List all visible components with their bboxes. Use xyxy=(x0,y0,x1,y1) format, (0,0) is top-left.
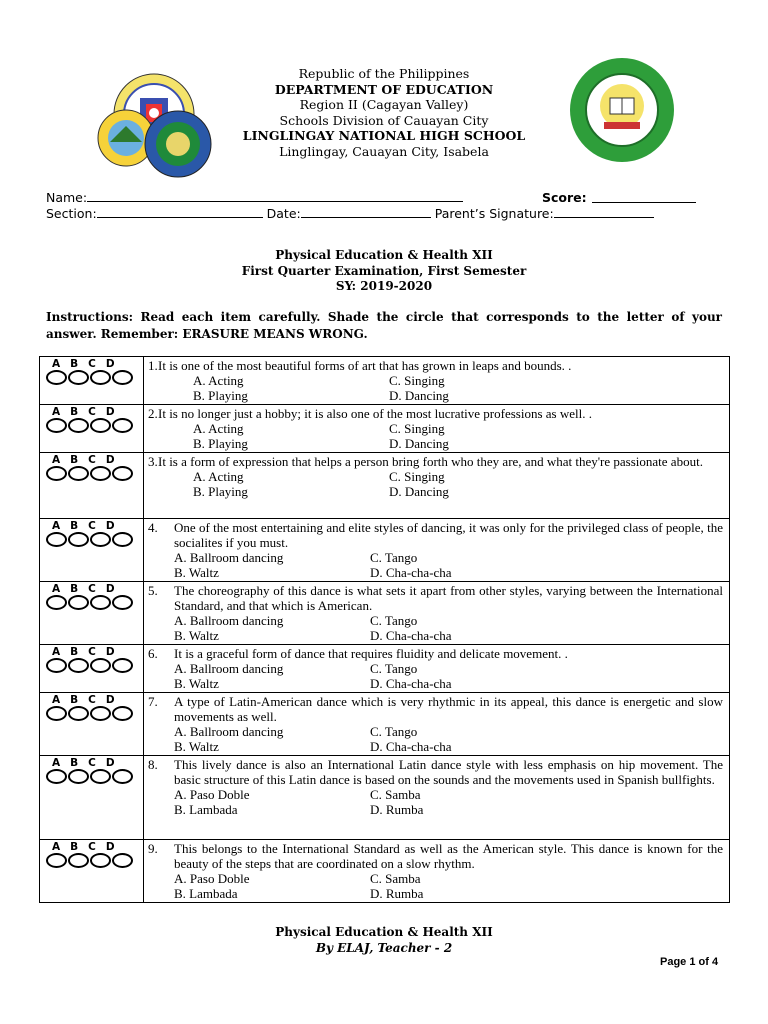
option-b: B. Playing xyxy=(193,484,248,499)
school-header xyxy=(200,66,568,159)
bubble-letter: A xyxy=(52,757,61,769)
bubble-letter: D xyxy=(105,454,115,466)
answer-circle-b[interactable] xyxy=(68,418,89,433)
question-number: 2. xyxy=(148,406,158,421)
option-d: D. Dancing xyxy=(389,388,449,403)
bubble-letter: B xyxy=(70,694,79,706)
republic-line: Republic of the Philippines xyxy=(298,66,470,81)
bubble-letter: B xyxy=(70,583,79,595)
answer-circle-a[interactable] xyxy=(46,370,67,385)
exam-title xyxy=(0,248,768,295)
question-number: 5. xyxy=(148,583,158,598)
option-a: A. Ballroom dancing xyxy=(174,724,284,739)
question-number: 3. xyxy=(148,454,158,469)
answer-circle-c[interactable] xyxy=(90,769,111,784)
answer-options xyxy=(148,724,723,754)
answer-circle-c[interactable] xyxy=(90,658,111,673)
answer-circle-a[interactable] xyxy=(46,466,67,481)
question-row xyxy=(40,582,730,645)
answer-bubbles xyxy=(40,693,144,756)
answer-circle-c[interactable] xyxy=(90,418,111,433)
answer-bubbles xyxy=(40,405,144,453)
footer xyxy=(0,924,768,956)
answer-circle-c[interactable] xyxy=(90,853,111,868)
answer-circle-b[interactable] xyxy=(68,853,89,868)
question-cell xyxy=(144,840,730,903)
question-row xyxy=(40,756,730,840)
date-label: Date: xyxy=(266,206,301,221)
bubble-circles xyxy=(46,418,143,433)
answer-bubbles xyxy=(40,582,144,645)
answer-circle-a[interactable] xyxy=(46,595,67,610)
question-number: 9. xyxy=(148,841,158,856)
answer-circle-b[interactable] xyxy=(68,532,89,547)
region-line: Region II (Cagayan Valley) xyxy=(299,97,469,112)
bubble-letter: A xyxy=(52,454,61,466)
bubble-circles xyxy=(46,706,143,721)
bubble-letter: B xyxy=(70,454,79,466)
question-row xyxy=(40,357,730,405)
bubble-letter: D xyxy=(105,646,115,658)
answer-circle-a[interactable] xyxy=(46,769,67,784)
parent-signature-label: Parent’s Signature: xyxy=(434,206,554,221)
bubble-letter: C xyxy=(88,841,96,853)
bubble-letter: A xyxy=(52,694,61,706)
question-text: It is a form of expression that helps a person bring forth who they are, and what they're passionate about. xyxy=(158,454,703,469)
division-line: Schools Division of Cauayan City xyxy=(279,112,489,128)
question-row xyxy=(40,645,730,693)
answer-circle-a[interactable] xyxy=(46,532,67,547)
bubble-letter: A xyxy=(52,406,61,418)
bubble-circles xyxy=(46,769,143,784)
school-name: LINGLINGAY NATIONAL HIGH SCHOOL xyxy=(242,128,526,143)
question-row xyxy=(40,693,730,756)
answer-circle-c[interactable] xyxy=(90,370,111,385)
question-text: It is one of the most beautiful forms of art that has grown in leaps and bounds. . xyxy=(158,358,572,373)
bubble-letter: C xyxy=(88,646,96,658)
bubble-letter: D xyxy=(105,757,115,769)
answer-bubbles xyxy=(40,453,144,519)
question-row xyxy=(40,453,730,519)
option-b: B. Playing xyxy=(193,388,248,403)
option-a: A. Paso Doble xyxy=(174,787,250,802)
date-field[interactable] xyxy=(301,207,431,218)
bubble-letters xyxy=(46,758,143,768)
question-text: This lively dance is also an International Latin dance style with less emphasis on hip movement. The basic structure of this Latin dance is based on the sounds and the movements used in Spanish bullfights. xyxy=(174,757,723,787)
name-score-row xyxy=(46,190,722,205)
question-number: 7. xyxy=(148,694,158,709)
bubble-letter: D xyxy=(105,841,115,853)
question-text: It is a graceful form of dance that requires fluidity and delicate movement. . xyxy=(174,646,568,661)
answer-circle-a[interactable] xyxy=(46,853,67,868)
bubble-letters xyxy=(46,584,143,594)
option-a: A. Paso Doble xyxy=(174,871,250,886)
answer-circle-b[interactable] xyxy=(68,370,89,385)
page-number: Page 1 of 4 xyxy=(660,956,719,968)
option-d: D. Rumba xyxy=(370,886,424,901)
answer-circle-c[interactable] xyxy=(90,706,111,721)
bubble-letters xyxy=(46,842,143,852)
bubble-letter: D xyxy=(105,406,115,418)
question-number: 1. xyxy=(148,358,158,373)
option-c: C. Singing xyxy=(389,421,445,436)
answer-circle-c[interactable] xyxy=(90,532,111,547)
question-row xyxy=(40,840,730,903)
answer-bubbles xyxy=(40,840,144,903)
option-b: B. Lambada xyxy=(174,802,238,817)
bubble-letters xyxy=(46,521,143,531)
bubble-letter: B xyxy=(70,520,79,532)
question-text: The choreography of this dance is what sets it apart from other styles, varying between the International Standard, and that which is American. xyxy=(174,583,723,613)
bubble-letters xyxy=(46,647,143,657)
bubble-letter: A xyxy=(52,358,61,370)
answer-circle-d[interactable] xyxy=(112,658,133,673)
answer-circle-d[interactable] xyxy=(112,418,133,433)
bubble-letter: D xyxy=(105,583,115,595)
answer-circle-b[interactable] xyxy=(68,706,89,721)
option-b: B. Waltz xyxy=(174,628,219,643)
answer-circle-a[interactable] xyxy=(46,658,67,673)
answer-options xyxy=(148,661,723,691)
option-d: D. Dancing xyxy=(389,484,449,499)
answer-options xyxy=(148,469,723,499)
answer-circle-d[interactable] xyxy=(112,595,133,610)
answer-circle-b[interactable] xyxy=(68,595,89,610)
section-label: Section: xyxy=(46,206,97,221)
answer-options xyxy=(148,421,723,451)
bubble-circles xyxy=(46,370,143,385)
answer-bubbles xyxy=(40,357,144,405)
question-cell xyxy=(144,405,730,453)
option-c: C. Samba xyxy=(370,787,421,802)
question-table xyxy=(39,356,730,903)
option-a: A. Ballroom dancing xyxy=(174,550,284,565)
score-field[interactable] xyxy=(592,192,696,203)
option-b: B. Waltz xyxy=(174,739,219,754)
question-text: This belongs to the International Standard as well as the American style. This dance is known for the beauty of the steps that are coordinated on a slow rhythm. xyxy=(174,841,723,871)
bubble-letter: B xyxy=(70,757,79,769)
option-b: B. Waltz xyxy=(174,676,219,691)
option-b: B. Playing xyxy=(193,436,248,451)
option-c: C. Tango xyxy=(370,550,418,565)
answer-circle-d[interactable] xyxy=(112,466,133,481)
bubble-letter: B xyxy=(70,358,79,370)
option-c: C. Singing xyxy=(389,373,445,388)
answer-circle-d[interactable] xyxy=(112,853,133,868)
section-date-signature-row xyxy=(46,206,722,221)
answer-bubbles xyxy=(40,756,144,840)
bubble-letter: C xyxy=(88,583,96,595)
bubble-letter: B xyxy=(70,841,79,853)
answer-circle-c[interactable] xyxy=(90,595,111,610)
footer-author: By ELAJ, Teacher - 2 xyxy=(315,941,453,955)
option-c: C. Tango xyxy=(370,613,418,628)
school-address: Linglingay, Cauayan City, Isabela xyxy=(279,143,489,159)
option-d: D. Rumba xyxy=(370,802,424,817)
bubble-letter: B xyxy=(70,646,79,658)
answer-bubbles xyxy=(40,645,144,693)
bubble-letter: C xyxy=(88,520,96,532)
department-line: DEPARTMENT OF EDUCATION xyxy=(274,81,494,97)
question-number: 4. xyxy=(148,520,158,535)
exam-name: First Quarter Examination, First Semester xyxy=(241,263,527,278)
question-cell xyxy=(144,693,730,756)
question-cell xyxy=(144,519,730,582)
bubble-circles xyxy=(46,853,143,868)
option-c: C. Singing xyxy=(389,469,445,484)
parent-signature-field[interactable] xyxy=(554,207,654,218)
bubble-circles xyxy=(46,532,143,547)
bubble-circles xyxy=(46,658,143,673)
bubble-letter: C xyxy=(88,406,96,418)
bubble-letter: A xyxy=(52,583,61,595)
bubble-letter: A xyxy=(52,520,61,532)
option-c: C. Tango xyxy=(370,724,418,739)
question-cell xyxy=(144,645,730,693)
bubble-letter: A xyxy=(52,841,61,853)
answer-circle-d[interactable] xyxy=(112,706,133,721)
bubble-letter: C xyxy=(88,454,96,466)
option-b: B. Lambada xyxy=(174,886,238,901)
bubble-letter: D xyxy=(105,520,115,532)
footer-subject: Physical Education & Health XII xyxy=(275,925,493,939)
question-number: 6. xyxy=(148,646,158,661)
section-field[interactable] xyxy=(97,207,263,218)
bubble-circles xyxy=(46,595,143,610)
name-label: Name: xyxy=(46,190,88,205)
answer-options xyxy=(148,871,723,901)
school-year: SY: 2019-2020 xyxy=(335,279,433,293)
answer-circle-d[interactable] xyxy=(112,532,133,547)
answer-circle-b[interactable] xyxy=(68,466,89,481)
bubble-letters xyxy=(46,455,143,465)
answer-circle-b[interactable] xyxy=(68,658,89,673)
bubble-letter: C xyxy=(88,694,96,706)
bubble-letter: A xyxy=(52,646,61,658)
bubble-letter: B xyxy=(70,406,79,418)
option-a: A. Acting xyxy=(193,373,244,388)
bubble-letter: C xyxy=(88,358,96,370)
question-cell xyxy=(144,357,730,405)
option-c: C. Tango xyxy=(370,661,418,676)
option-d: D. Cha-cha-cha xyxy=(370,676,452,691)
option-a: A. Acting xyxy=(193,469,244,484)
question-cell xyxy=(144,582,730,645)
answer-circle-d[interactable] xyxy=(112,769,133,784)
answer-circle-b[interactable] xyxy=(68,769,89,784)
answer-bubbles xyxy=(40,519,144,582)
bubble-letters xyxy=(46,407,143,417)
score-label: Score: xyxy=(542,190,587,205)
question-text: One of the most entertaining and elite styles of dancing, it was only for the privileged class of people, the socialites if you must. xyxy=(174,520,723,550)
bubble-letters xyxy=(46,695,143,705)
option-b: B. Waltz xyxy=(174,565,219,580)
question-cell xyxy=(144,756,730,840)
question-row xyxy=(40,405,730,453)
answer-options xyxy=(148,550,723,580)
option-d: D. Cha-cha-cha xyxy=(370,565,452,580)
answer-options xyxy=(148,373,723,403)
bubble-letter: D xyxy=(105,694,115,706)
option-d: D. Dancing xyxy=(389,436,449,451)
answer-circle-a[interactable] xyxy=(46,418,67,433)
school-seal-icon xyxy=(568,56,676,164)
answer-circle-a[interactable] xyxy=(46,706,67,721)
bubble-circles xyxy=(46,466,143,481)
subject-title: Physical Education & Health XII xyxy=(275,248,493,262)
option-a: A. Ballroom dancing xyxy=(174,661,284,676)
bubble-letters xyxy=(46,359,143,369)
option-c: C. Samba xyxy=(370,871,421,886)
name-field[interactable] xyxy=(87,191,463,202)
answer-circle-d[interactable] xyxy=(112,370,133,385)
option-d: D. Cha-cha-cha xyxy=(370,628,452,643)
answer-options xyxy=(148,613,723,643)
question-text: It is no longer just a hobby; it is also one of the most lucrative professions as well. . xyxy=(158,406,592,421)
question-row xyxy=(40,519,730,582)
bubble-letter: D xyxy=(105,358,115,370)
instructions: Instructions: Read each item carefully. Shade the circle that corresponds to the letter of your answer. Remember: ERASURE MEANS WRONG. xyxy=(46,310,722,341)
answer-options xyxy=(148,787,723,817)
question-number: 8. xyxy=(148,757,158,772)
option-a: A. Acting xyxy=(193,421,244,436)
question-text: A type of Latin-American dance which is very rhythmic in its appeal, this dance is energetic and slow movements as well. xyxy=(174,694,723,724)
option-a: A. Ballroom dancing xyxy=(174,613,284,628)
answer-circle-c[interactable] xyxy=(90,466,111,481)
option-d: D. Cha-cha-cha xyxy=(370,739,452,754)
question-cell xyxy=(144,453,730,519)
bubble-letter: C xyxy=(88,757,96,769)
